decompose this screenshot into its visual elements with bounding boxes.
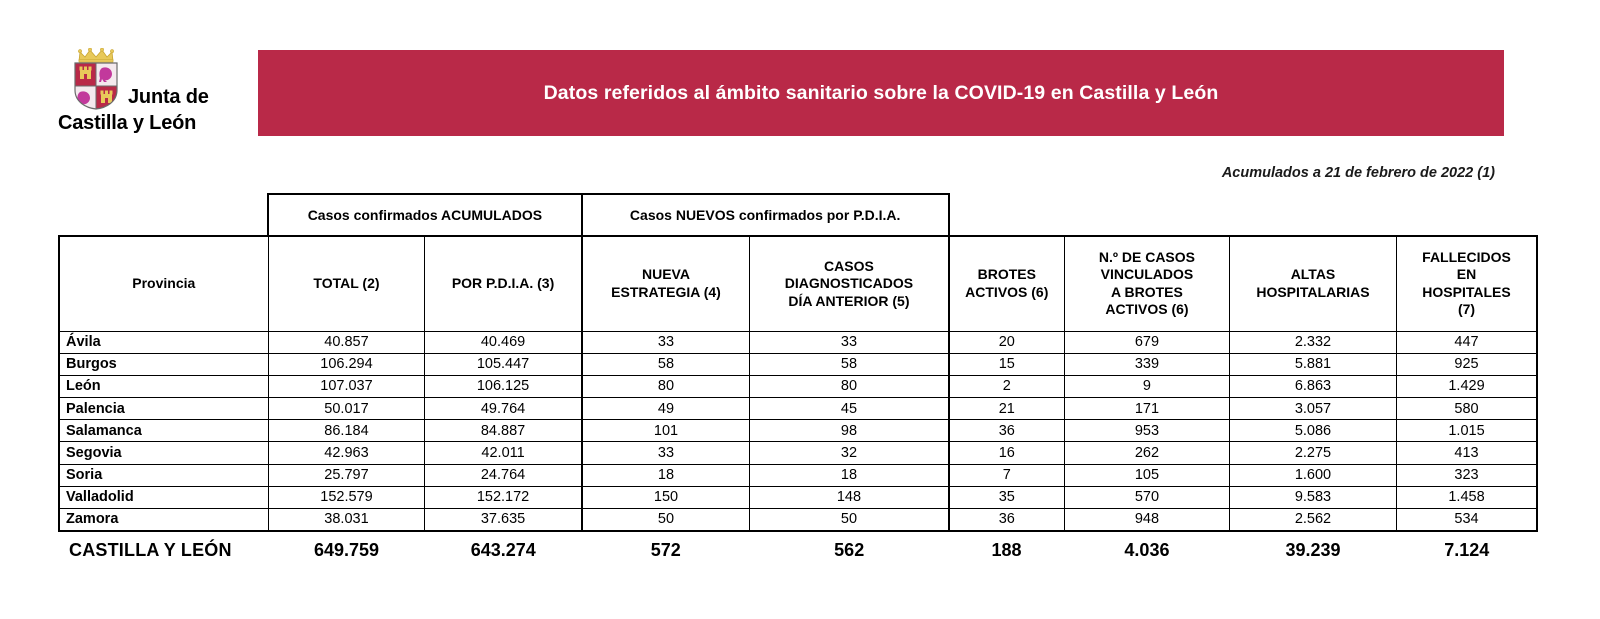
cell-altas: 2.332 <box>1229 331 1396 353</box>
cell-casos-vinculados: 171 <box>1064 398 1229 420</box>
cell-fallecidos: 413 <box>1397 442 1537 464</box>
cell-casos-vinculados: 9 <box>1064 375 1229 397</box>
col-header-casos-vinculados-line1: N.º DE CASOS <box>1098 248 1196 265</box>
cell-nueva-estrategia: 33 <box>582 442 750 464</box>
table-row <box>59 375 1537 397</box>
col-header-dia-anterior-line2: DIAGNOSTICADOS <box>784 275 914 291</box>
total-cell-fallecidos: 7.124 <box>1444 539 1490 560</box>
logo-text-line2: Castilla y León <box>58 112 197 134</box>
col-header-dia-anterior-line3: DÍA ANTERIOR (5) <box>788 292 910 309</box>
table-row <box>59 420 1537 442</box>
col-header-casos-vinculados-line4: ACTIVOS (6) <box>1105 301 1189 318</box>
cell-provincia: Burgos <box>59 353 268 375</box>
total-cell-casos-vinculados: 4.036 <box>1124 539 1170 560</box>
covid-data-table-wrapper <box>58 193 1540 565</box>
logo-text-line1: Junta de <box>128 86 209 108</box>
cell-fallecidos: 534 <box>1397 509 1537 531</box>
cell-fallecidos: 323 <box>1397 464 1537 486</box>
total-cell-total: 649.759 <box>313 539 380 560</box>
cell-casos-vinculados: 679 <box>1064 331 1229 353</box>
col-header-dia-anterior <box>750 236 949 331</box>
cell-nueva-estrategia: 18 <box>582 464 750 486</box>
cell-dia-anterior: 18 <box>750 464 949 486</box>
cell-casos-vinculados: 262 <box>1064 442 1229 464</box>
cell-provincia: Segovia <box>59 442 268 464</box>
cell-nueva-estrategia: 80 <box>582 375 750 397</box>
cell-fallecidos: 1.429 <box>1397 375 1537 397</box>
group-header-blank <box>59 194 268 236</box>
cell-altas: 5.086 <box>1229 420 1396 442</box>
group-header-row <box>59 194 1537 236</box>
junta-logo <box>58 48 258 135</box>
cell-provincia: León <box>59 375 268 397</box>
cell-nueva-estrategia: 50 <box>582 509 750 531</box>
page-title: Datos referidos al ámbito sanitario sobre la COVID-19 en Castilla y León <box>543 81 1219 104</box>
col-header-altas-line2: HOSPITALARIAS <box>1256 283 1370 300</box>
table-foot <box>59 531 1537 565</box>
cell-fallecidos: 1.015 <box>1397 420 1537 442</box>
cell-nueva-estrategia: 101 <box>582 420 750 442</box>
cell-casos-vinculados: 105 <box>1064 464 1229 486</box>
table-row <box>59 486 1537 508</box>
col-header-fallecidos-line3: HOSPITALES <box>1422 283 1511 300</box>
title-banner <box>258 50 1504 136</box>
col-header-fallecidos-line4: (7) <box>1457 301 1476 318</box>
group-header-nuevos: Casos NUEVOS confirmados por P.D.I.A. <box>582 194 949 236</box>
cell-altas: 3.057 <box>1229 398 1396 420</box>
cell-fallecidos: 925 <box>1397 353 1537 375</box>
cell-casos-vinculados: 953 <box>1064 420 1229 442</box>
cell-provincia: Salamanca <box>59 420 268 442</box>
col-header-fallecidos-line1: FALLECIDOS <box>1422 248 1511 265</box>
cell-dia-anterior: 148 <box>750 486 949 508</box>
table-row <box>59 398 1537 420</box>
cell-brotes-activos: 15 <box>949 353 1065 375</box>
col-header-brotes-activos <box>949 236 1065 331</box>
col-header-por-pdia: POR P.D.I.A. (3) <box>425 236 582 331</box>
col-header-nueva-estrategia-line2: ESTRATEGIA (4) <box>611 283 721 300</box>
total-cell-por-pdia: 643.274 <box>470 539 536 560</box>
cell-dia-anterior: 80 <box>750 375 949 397</box>
group-header-acumulados: Casos confirmados ACUMULADOS <box>268 194 582 236</box>
cell-total: 107.037 <box>268 375 425 397</box>
cell-provincia: Ávila <box>59 331 268 353</box>
col-header-total: TOTAL (2) <box>268 236 425 331</box>
col-header-nueva-estrategia <box>582 236 750 331</box>
cell-por-pdia: 40.469 <box>425 331 582 353</box>
cell-altas: 1.600 <box>1229 464 1396 486</box>
table-row <box>59 331 1537 353</box>
total-cell-dia-anterior: 562 <box>834 539 865 560</box>
cell-brotes-activos: 35 <box>949 486 1065 508</box>
cell-dia-anterior: 98 <box>750 420 949 442</box>
cell-dia-anterior: 45 <box>750 398 949 420</box>
table-row <box>59 509 1537 531</box>
logo-row <box>58 48 209 110</box>
cell-por-pdia: 24.764 <box>425 464 582 486</box>
col-header-fallecidos <box>1397 236 1537 331</box>
shield-icon <box>74 62 118 110</box>
table-body <box>59 331 1537 531</box>
cell-altas: 9.583 <box>1229 486 1396 508</box>
cell-por-pdia: 49.764 <box>425 398 582 420</box>
cell-brotes-activos: 20 <box>949 331 1065 353</box>
cell-total: 152.579 <box>268 486 425 508</box>
col-header-altas-line1: ALTAS <box>1290 266 1336 283</box>
table-total-row <box>59 531 1537 565</box>
cell-nueva-estrategia: 49 <box>582 398 750 420</box>
cell-brotes-activos: 2 <box>949 375 1065 397</box>
cell-brotes-activos: 36 <box>949 420 1065 442</box>
cell-total: 86.184 <box>268 420 425 442</box>
col-header-brotes-activos-line1: BROTES <box>977 266 1036 283</box>
cell-por-pdia: 152.172 <box>425 486 582 508</box>
cell-brotes-activos: 21 <box>949 398 1065 420</box>
cell-fallecidos: 447 <box>1397 331 1537 353</box>
cell-por-pdia: 105.447 <box>425 353 582 375</box>
group-header-blank-right <box>949 194 1537 236</box>
cell-altas: 2.562 <box>1229 509 1396 531</box>
table-head <box>59 194 1537 331</box>
cell-nueva-estrategia: 58 <box>582 353 750 375</box>
table-row <box>59 442 1537 464</box>
cell-por-pdia: 37.635 <box>425 509 582 531</box>
cell-provincia: Valladolid <box>59 486 268 508</box>
cell-brotes-activos: 7 <box>949 464 1065 486</box>
col-header-brotes-activos-line2: ACTIVOS (6) <box>965 283 1049 300</box>
cell-total: 40.857 <box>268 331 425 353</box>
col-header-dia-anterior-line1: CASOS <box>824 257 874 274</box>
total-cell-brotes-activos: 188 <box>991 539 1022 560</box>
cell-provincia: Zamora <box>59 509 268 531</box>
accumulated-date-note: Acumulados a 21 de febrero de 2022 (1) <box>1221 165 1495 181</box>
coat-of-arms-icon <box>72 48 120 110</box>
cell-total: 50.017 <box>268 398 425 420</box>
col-header-casos-vinculados-line2: VINCULADOS <box>1100 266 1194 283</box>
cell-dia-anterior: 33 <box>750 331 949 353</box>
col-header-fallecidos-line2: EN <box>1456 266 1477 283</box>
cell-fallecidos: 580 <box>1397 398 1537 420</box>
col-header-nueva-estrategia-line1: NUEVA <box>642 266 690 283</box>
cell-altas: 6.863 <box>1229 375 1396 397</box>
cell-por-pdia: 84.887 <box>425 420 582 442</box>
cell-brotes-activos: 16 <box>949 442 1065 464</box>
covid-data-table <box>58 193 1538 565</box>
col-header-provincia: Provincia <box>59 236 268 331</box>
table-row <box>59 464 1537 486</box>
table-row <box>59 353 1537 375</box>
cell-provincia: Palencia <box>59 398 268 420</box>
cell-provincia: Soria <box>59 464 268 486</box>
cell-fallecidos: 1.458 <box>1397 486 1537 508</box>
cell-dia-anterior: 32 <box>750 442 949 464</box>
crown-icon <box>77 48 115 63</box>
col-header-casos-vinculados <box>1064 236 1229 331</box>
cell-nueva-estrategia: 33 <box>582 331 750 353</box>
col-header-altas <box>1229 236 1396 331</box>
cell-dia-anterior: 50 <box>750 509 949 531</box>
page-header <box>0 0 1600 155</box>
cell-casos-vinculados: 948 <box>1064 509 1229 531</box>
cell-total: 25.797 <box>268 464 425 486</box>
cell-casos-vinculados: 339 <box>1064 353 1229 375</box>
col-header-casos-vinculados-line3: A BROTES <box>1111 283 1183 300</box>
cell-nueva-estrategia: 150 <box>582 486 750 508</box>
cell-total: 38.031 <box>268 509 425 531</box>
total-cell-nueva-estrategia: 572 <box>650 539 681 560</box>
cell-altas: 2.275 <box>1229 442 1396 464</box>
cell-total: 106.294 <box>268 353 425 375</box>
column-header-row <box>59 236 1537 331</box>
cell-dia-anterior: 58 <box>750 353 949 375</box>
cell-altas: 5.881 <box>1229 353 1396 375</box>
cell-por-pdia: 42.011 <box>425 442 582 464</box>
total-cell-provincia: CASTILLA Y LEÓN <box>69 539 232 560</box>
total-cell-altas: 39.239 <box>1285 539 1341 560</box>
cell-por-pdia: 106.125 <box>425 375 582 397</box>
cell-total: 42.963 <box>268 442 425 464</box>
cell-brotes-activos: 36 <box>949 509 1065 531</box>
cell-casos-vinculados: 570 <box>1064 486 1229 508</box>
